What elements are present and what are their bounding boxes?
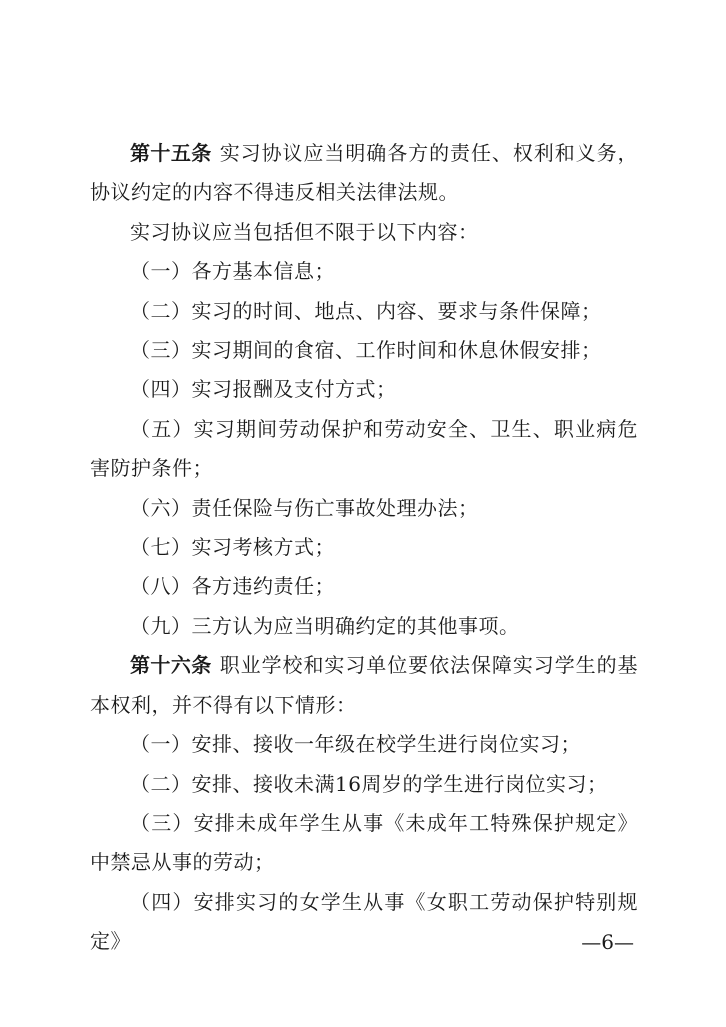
article-15-paragraph bbox=[90, 134, 638, 213]
article-15-item-4: （四）实习报酬及支付方式； bbox=[130, 377, 397, 402]
article-15-item-9: （九）三方认为应当明确约定的其他事项。 bbox=[130, 613, 520, 638]
article-15-item-5: （五）实习期间劳动保护和劳动安全、卫生、职业病危害防护条件； bbox=[90, 416, 638, 481]
article-16-item-2: （二）安排、接收未满16周岁的学生进行岗位实习； bbox=[130, 771, 608, 796]
article-15-item-8: （八）各方违约责任； bbox=[130, 574, 335, 599]
article-16-item-3: （三）安排未成年学生从事《未成年工特殊保护规定》中禁忌从事的劳动； bbox=[90, 810, 638, 875]
article-15-item-1: （一）各方基本信息； bbox=[130, 259, 335, 284]
article-16-title: 第十六条 bbox=[130, 653, 212, 678]
article-16-paragraph bbox=[90, 646, 638, 725]
article-15-intro: 实习协议应当包括但不限于以下内容： bbox=[130, 219, 479, 244]
article-15-item-3: （三）实习期间的食宿、工作时间和休息休假安排； bbox=[130, 338, 602, 363]
article-16-item-4: （四）安排实习的女学生从事《女职工劳动保护特别规定》 bbox=[90, 889, 638, 954]
article-15-title: 第十五条 bbox=[130, 141, 212, 165]
article-15-item-7: （七）实习考核方式； bbox=[130, 535, 335, 560]
article-15-text: 实习协议应当明确各方的责任、权利和义务，协议约定的内容不得违反相关法律法规。 bbox=[90, 141, 639, 205]
article-15-item-2: （二）实习的时间、地点、内容、要求与条件保障； bbox=[130, 298, 602, 323]
page-number: —6— bbox=[581, 930, 634, 954]
document-body bbox=[90, 134, 638, 962]
article-15-item-6: （六）责任保险与伤亡事故处理办法； bbox=[130, 495, 479, 520]
article-16-text: 职业学校和实习单位要依法保障实习学生的基本权利，并不得有以下情形： bbox=[90, 653, 639, 717]
article-16-item-1: （一）安排、接收一年级在校学生进行岗位实习； bbox=[130, 732, 581, 757]
